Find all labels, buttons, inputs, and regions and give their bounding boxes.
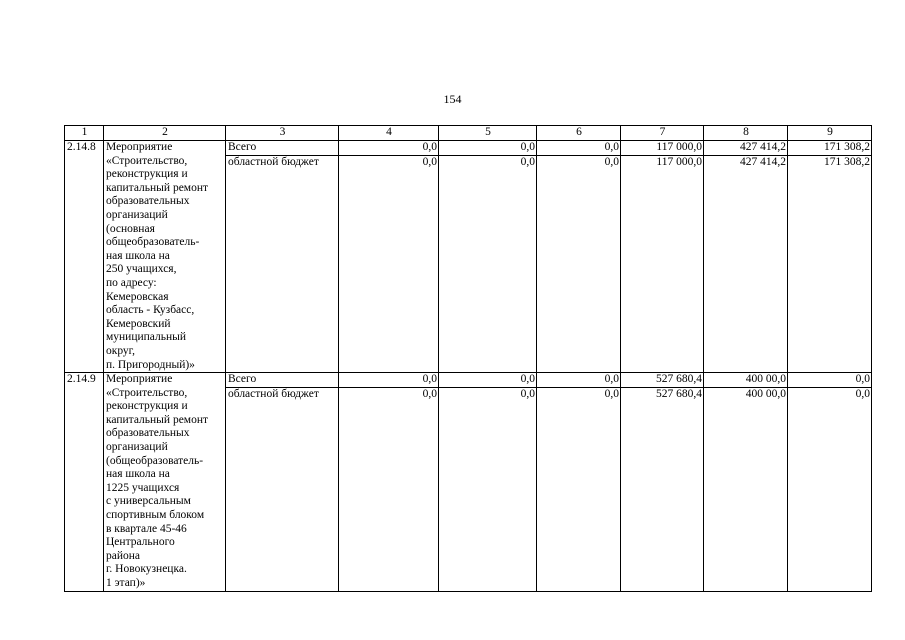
column-header: 9	[788, 126, 872, 141]
table-row	[65, 373, 872, 388]
description-line: реконструкция и	[106, 168, 188, 181]
description-line: района	[106, 549, 141, 562]
column-header: 2	[104, 126, 226, 141]
description-line: образовательных	[106, 195, 190, 208]
funding-value: 427 414,2	[704, 156, 788, 373]
description-line: образовательных	[106, 427, 190, 440]
funding-value: 527 680,4	[621, 373, 704, 388]
description-line: ная школа на	[106, 249, 170, 262]
description-line: 1225 учащихся	[106, 481, 180, 494]
funding-value: 0,0	[537, 156, 621, 373]
description-line: п. Пригородный)»	[106, 358, 195, 371]
funding-value: 117 000,0	[621, 156, 704, 373]
description-line: область - Кузбасс,	[106, 304, 195, 317]
funding-source: Всего	[226, 373, 339, 388]
measure-description	[104, 141, 226, 373]
budget-table	[64, 125, 872, 592]
description-line: Мероприятие	[106, 141, 173, 153]
description-line: округ,	[106, 344, 135, 357]
page-number: 154	[443, 92, 462, 106]
description-line: 1 этап)»	[106, 577, 146, 589]
description-line: общеобразователь-	[106, 236, 200, 249]
column-header: 5	[439, 126, 537, 141]
funding-value: 117 000,0	[621, 141, 704, 156]
funding-value: 400 00,0	[704, 373, 788, 388]
column-header: 7	[621, 126, 704, 141]
column-header: 4	[339, 126, 439, 141]
funding-value: 0,0	[439, 373, 537, 388]
description-line: Мероприятие	[106, 373, 173, 386]
funding-value: 0,0	[339, 141, 439, 156]
funding-value: 0,0	[339, 388, 439, 592]
funding-value: 0,0	[439, 156, 537, 373]
funding-value: 527 680,4	[621, 388, 704, 592]
description-line: спортивным блоком	[106, 509, 205, 522]
description-line: Кемеровский	[106, 317, 171, 330]
table-row	[65, 141, 872, 156]
funding-value: 0,0	[339, 156, 439, 373]
funding-value: 0,0	[439, 388, 537, 592]
column-header: 1	[65, 126, 104, 141]
description-line: «Строительство,	[106, 154, 188, 167]
description-line: Центрального	[106, 536, 175, 549]
description-line: «Строительство,	[106, 386, 188, 399]
funding-value: 0,0	[339, 373, 439, 388]
description-line: капитальный ремонт	[106, 413, 209, 426]
description-line: муниципальный	[106, 331, 187, 344]
column-header: 8	[704, 126, 788, 141]
measure-code: 2.14.9	[65, 373, 104, 592]
funding-source: областной бюджет	[226, 388, 339, 592]
description-line: капитальный ремонт	[106, 181, 209, 194]
description-line: (общеобразователь-	[106, 454, 204, 467]
description-line: в квартале 45-46	[106, 522, 187, 535]
description-line: реконструкция и	[106, 400, 188, 413]
description-line: 250 учащихся,	[106, 263, 177, 276]
description-line: (основная	[106, 222, 155, 235]
funding-source: областной бюджет	[226, 156, 339, 373]
description-line: ная школа на	[106, 468, 170, 481]
description-line: организаций	[106, 208, 168, 221]
funding-value: 400 00,0	[704, 388, 788, 592]
measure-code: 2.14.8	[65, 141, 104, 373]
funding-value: 0,0	[788, 373, 872, 388]
description-line: г. Новокузнецка.	[106, 563, 187, 576]
funding-value: 171 308,2	[788, 156, 872, 373]
funding-value: 171 308,2	[788, 141, 872, 156]
funding-value: 0,0	[537, 388, 621, 592]
column-header: 3	[226, 126, 339, 141]
funding-source: Всего	[226, 141, 339, 156]
funding-value: 0,0	[537, 373, 621, 388]
header-row	[65, 126, 872, 141]
measure-description	[104, 373, 226, 592]
funding-value: 0,0	[537, 141, 621, 156]
description-line: Кемеровская	[106, 290, 169, 303]
column-header: 6	[537, 126, 621, 141]
funding-value: 0,0	[439, 141, 537, 156]
funding-value: 427 414,2	[704, 141, 788, 156]
funding-value: 0,0	[788, 388, 872, 592]
description-line: по адресу:	[106, 276, 157, 289]
description-line: с универсальным	[106, 495, 191, 508]
description-line: организаций	[106, 441, 168, 454]
